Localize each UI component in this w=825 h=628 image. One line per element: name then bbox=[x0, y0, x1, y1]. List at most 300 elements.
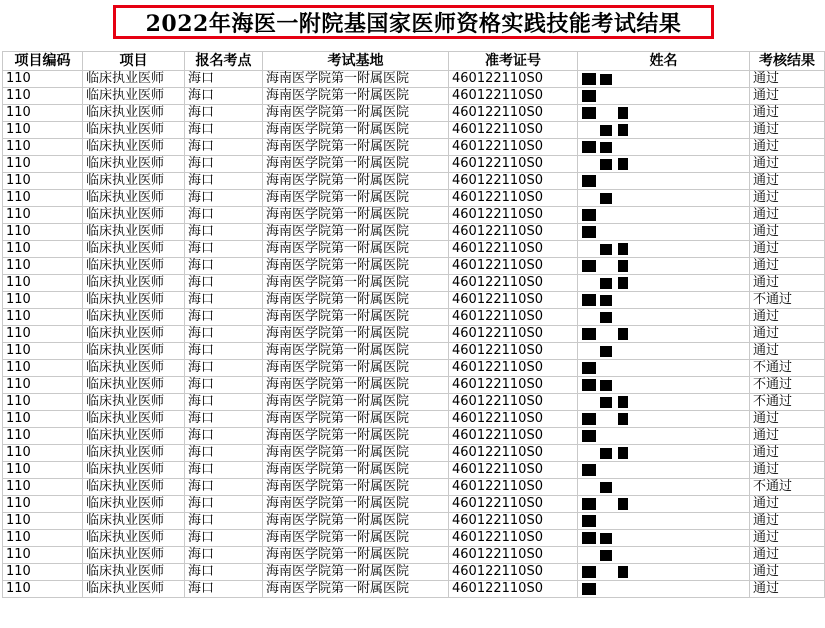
table-row bbox=[3, 156, 825, 173]
name-redaction-block bbox=[618, 243, 628, 255]
name-redaction-block bbox=[582, 107, 596, 119]
header-code: 项目编码 bbox=[3, 52, 83, 71]
cell-project: 临床执业医师 bbox=[83, 360, 185, 377]
table-row bbox=[3, 462, 825, 479]
cell-project: 临床执业医师 bbox=[83, 496, 185, 513]
name-redaction-block bbox=[582, 226, 596, 238]
cell-ticket: 460122110S0 bbox=[449, 343, 578, 360]
cell-project: 临床执业医师 bbox=[83, 547, 185, 564]
cell-base: 海南医学院第一附属医院 bbox=[263, 496, 449, 513]
cell-site: 海口 bbox=[185, 530, 263, 547]
cell-base: 海南医学院第一附属医院 bbox=[263, 88, 449, 105]
cell-code: 110 bbox=[3, 309, 83, 326]
table-row bbox=[3, 275, 825, 292]
name-redaction-block bbox=[618, 260, 628, 272]
cell-base: 海南医学院第一附属医院 bbox=[263, 513, 449, 530]
cell-code: 110 bbox=[3, 71, 83, 88]
ticket-redaction bbox=[563, 88, 577, 104]
cell-project: 临床执业医师 bbox=[83, 309, 185, 326]
cell-name bbox=[578, 258, 750, 275]
cell-project: 临床执业医师 bbox=[83, 462, 185, 479]
name-redaction-block bbox=[618, 566, 628, 578]
name-redaction-block bbox=[600, 312, 612, 323]
table-row bbox=[3, 547, 825, 564]
cell-name bbox=[578, 428, 750, 445]
cell-project: 临床执业医师 bbox=[83, 207, 185, 224]
cell-project: 临床执业医师 bbox=[83, 190, 185, 207]
cell-ticket: 460122110S0 bbox=[449, 258, 578, 275]
cell-result: 通过 bbox=[750, 105, 825, 122]
cell-result: 通过 bbox=[750, 496, 825, 513]
cell-base: 海南医学院第一附属医院 bbox=[263, 292, 449, 309]
cell-base: 海南医学院第一附属医院 bbox=[263, 105, 449, 122]
name-redaction-block bbox=[582, 583, 596, 595]
table-row bbox=[3, 105, 825, 122]
table-row bbox=[3, 394, 825, 411]
cell-ticket: 460122110S0 bbox=[449, 360, 578, 377]
cell-name bbox=[578, 88, 750, 105]
cell-site: 海口 bbox=[185, 88, 263, 105]
cell-project: 临床执业医师 bbox=[83, 71, 185, 88]
cell-base: 海南医学院第一附属医院 bbox=[263, 326, 449, 343]
cell-code: 110 bbox=[3, 394, 83, 411]
name-redaction-block bbox=[582, 464, 596, 476]
cell-ticket: 460122110S0 bbox=[449, 564, 578, 581]
cell-site: 海口 bbox=[185, 224, 263, 241]
name-redaction-block bbox=[582, 141, 596, 153]
ticket-redaction bbox=[563, 360, 577, 376]
cell-site: 海口 bbox=[185, 173, 263, 190]
results-table bbox=[2, 51, 825, 598]
ticket-redaction bbox=[563, 224, 577, 240]
cell-project: 临床执业医师 bbox=[83, 122, 185, 139]
cell-code: 110 bbox=[3, 547, 83, 564]
cell-ticket: 460122110S0 bbox=[449, 530, 578, 547]
cell-site: 海口 bbox=[185, 275, 263, 292]
cell-base: 海南医学院第一附属医院 bbox=[263, 445, 449, 462]
cell-ticket: 460122110S0 bbox=[449, 309, 578, 326]
cell-name bbox=[578, 71, 750, 88]
cell-base: 海南医学院第一附属医院 bbox=[263, 530, 449, 547]
cell-name bbox=[578, 530, 750, 547]
ticket-redaction bbox=[563, 122, 577, 138]
table-body bbox=[3, 71, 825, 598]
cell-code: 110 bbox=[3, 428, 83, 445]
ticket-redaction bbox=[563, 156, 577, 172]
name-redaction-block bbox=[600, 159, 612, 170]
name-redaction-block bbox=[582, 515, 596, 527]
cell-site: 海口 bbox=[185, 343, 263, 360]
table-row bbox=[3, 377, 825, 394]
cell-name bbox=[578, 343, 750, 360]
name-redaction-block bbox=[618, 328, 628, 340]
ticket-redaction bbox=[563, 581, 577, 597]
table-row bbox=[3, 207, 825, 224]
cell-site: 海口 bbox=[185, 428, 263, 445]
name-redaction-block bbox=[618, 447, 628, 459]
cell-base: 海南医学院第一附属医院 bbox=[263, 309, 449, 326]
header-site: 报名考点 bbox=[185, 52, 263, 71]
cell-site: 海口 bbox=[185, 71, 263, 88]
title-band bbox=[0, 0, 825, 47]
cell-project: 临床执业医师 bbox=[83, 479, 185, 496]
cell-base: 海南医学院第一附属医院 bbox=[263, 258, 449, 275]
name-redaction-block bbox=[600, 380, 612, 391]
cell-site: 海口 bbox=[185, 411, 263, 428]
cell-name bbox=[578, 139, 750, 156]
cell-name bbox=[578, 173, 750, 190]
header-result: 考核结果 bbox=[750, 52, 825, 71]
cell-project: 临床执业医师 bbox=[83, 530, 185, 547]
cell-project: 临床执业医师 bbox=[83, 258, 185, 275]
cell-base: 海南医学院第一附属医院 bbox=[263, 377, 449, 394]
cell-project: 临床执业医师 bbox=[83, 241, 185, 258]
name-redaction-block bbox=[600, 533, 612, 544]
cell-base: 海南医学院第一附属医院 bbox=[263, 190, 449, 207]
cell-result: 通过 bbox=[750, 71, 825, 88]
cell-site: 海口 bbox=[185, 309, 263, 326]
cell-code: 110 bbox=[3, 292, 83, 309]
header-row bbox=[3, 52, 825, 71]
ticket-redaction bbox=[563, 564, 577, 580]
ticket-redaction bbox=[563, 445, 577, 461]
cell-base: 海南医学院第一附属医院 bbox=[263, 139, 449, 156]
name-redaction-block bbox=[582, 90, 596, 102]
cell-ticket: 460122110S0 bbox=[449, 394, 578, 411]
cell-project: 临床执业医师 bbox=[83, 173, 185, 190]
cell-base: 海南医学院第一附属医院 bbox=[263, 71, 449, 88]
cell-ticket: 460122110S0 bbox=[449, 122, 578, 139]
cell-code: 110 bbox=[3, 122, 83, 139]
name-redaction-block bbox=[600, 278, 612, 289]
cell-result: 通过 bbox=[750, 530, 825, 547]
cell-site: 海口 bbox=[185, 547, 263, 564]
cell-ticket: 460122110S0 bbox=[449, 105, 578, 122]
cell-base: 海南医学院第一附属医院 bbox=[263, 207, 449, 224]
cell-result: 不通过 bbox=[750, 479, 825, 496]
cell-result: 不通过 bbox=[750, 394, 825, 411]
name-redaction-block bbox=[582, 175, 596, 187]
ticket-redaction bbox=[563, 343, 577, 359]
ticket-redaction bbox=[563, 394, 577, 410]
ticket-redaction bbox=[563, 411, 577, 427]
cell-result: 通过 bbox=[750, 258, 825, 275]
cell-site: 海口 bbox=[185, 139, 263, 156]
ticket-redaction bbox=[563, 326, 577, 342]
name-redaction-block bbox=[582, 294, 596, 306]
ticket-redaction bbox=[563, 258, 577, 274]
ticket-redaction bbox=[563, 513, 577, 529]
table-row bbox=[3, 343, 825, 360]
cell-site: 海口 bbox=[185, 513, 263, 530]
cell-code: 110 bbox=[3, 241, 83, 258]
ticket-redaction bbox=[563, 479, 577, 495]
name-redaction-block bbox=[618, 396, 628, 408]
cell-name bbox=[578, 207, 750, 224]
ticket-redaction bbox=[563, 105, 577, 121]
name-redaction-block bbox=[582, 209, 596, 221]
cell-ticket: 460122110S0 bbox=[449, 411, 578, 428]
cell-result: 通过 bbox=[750, 139, 825, 156]
table-row bbox=[3, 309, 825, 326]
cell-name bbox=[578, 479, 750, 496]
name-redaction-block bbox=[618, 124, 628, 136]
cell-base: 海南医学院第一附属医院 bbox=[263, 411, 449, 428]
cell-name bbox=[578, 156, 750, 173]
table-row bbox=[3, 258, 825, 275]
cell-result: 通过 bbox=[750, 122, 825, 139]
cell-site: 海口 bbox=[185, 360, 263, 377]
cell-project: 临床执业医师 bbox=[83, 581, 185, 598]
cell-ticket: 460122110S0 bbox=[449, 445, 578, 462]
name-redaction-block bbox=[582, 498, 596, 510]
name-redaction-block bbox=[600, 482, 612, 493]
cell-name bbox=[578, 241, 750, 258]
cell-name bbox=[578, 581, 750, 598]
cell-ticket: 460122110S0 bbox=[449, 496, 578, 513]
cell-base: 海南医学院第一附属医院 bbox=[263, 428, 449, 445]
ticket-redaction bbox=[563, 462, 577, 478]
table-row bbox=[3, 581, 825, 598]
cell-result: 通过 bbox=[750, 581, 825, 598]
cell-name bbox=[578, 122, 750, 139]
name-redaction-block bbox=[600, 244, 612, 255]
cell-project: 临床执业医师 bbox=[83, 88, 185, 105]
cell-result: 不通过 bbox=[750, 292, 825, 309]
cell-code: 110 bbox=[3, 343, 83, 360]
name-redaction-block bbox=[618, 158, 628, 170]
cell-base: 海南医学院第一附属医院 bbox=[263, 224, 449, 241]
name-redaction-block bbox=[600, 397, 612, 408]
table-row bbox=[3, 411, 825, 428]
cell-site: 海口 bbox=[185, 190, 263, 207]
cell-site: 海口 bbox=[185, 462, 263, 479]
cell-result: 通过 bbox=[750, 275, 825, 292]
cell-code: 110 bbox=[3, 377, 83, 394]
cell-base: 海南医学院第一附属医院 bbox=[263, 479, 449, 496]
cell-site: 海口 bbox=[185, 207, 263, 224]
ticket-redaction bbox=[563, 241, 577, 257]
cell-site: 海口 bbox=[185, 258, 263, 275]
name-redaction-block bbox=[618, 277, 628, 289]
cell-ticket: 460122110S0 bbox=[449, 292, 578, 309]
cell-site: 海口 bbox=[185, 292, 263, 309]
cell-site: 海口 bbox=[185, 445, 263, 462]
cell-project: 临床执业医师 bbox=[83, 377, 185, 394]
table-row bbox=[3, 173, 825, 190]
cell-code: 110 bbox=[3, 411, 83, 428]
cell-result: 通过 bbox=[750, 326, 825, 343]
cell-site: 海口 bbox=[185, 496, 263, 513]
cell-result: 通过 bbox=[750, 309, 825, 326]
cell-ticket: 460122110S0 bbox=[449, 88, 578, 105]
table-row bbox=[3, 71, 825, 88]
cell-code: 110 bbox=[3, 445, 83, 462]
table-row bbox=[3, 564, 825, 581]
cell-name bbox=[578, 564, 750, 581]
cell-ticket: 460122110S0 bbox=[449, 462, 578, 479]
cell-code: 110 bbox=[3, 156, 83, 173]
cell-site: 海口 bbox=[185, 122, 263, 139]
cell-base: 海南医学院第一附属医院 bbox=[263, 360, 449, 377]
cell-ticket: 460122110S0 bbox=[449, 428, 578, 445]
table-row bbox=[3, 530, 825, 547]
ticket-redaction bbox=[563, 139, 577, 155]
cell-project: 临床执业医师 bbox=[83, 428, 185, 445]
cell-result: 通过 bbox=[750, 224, 825, 241]
name-redaction-block bbox=[582, 566, 596, 578]
cell-ticket: 460122110S0 bbox=[449, 139, 578, 156]
cell-site: 海口 bbox=[185, 326, 263, 343]
cell-site: 海口 bbox=[185, 241, 263, 258]
table-row bbox=[3, 513, 825, 530]
table-row bbox=[3, 326, 825, 343]
cell-ticket: 460122110S0 bbox=[449, 377, 578, 394]
table-row bbox=[3, 122, 825, 139]
name-redaction-block bbox=[600, 346, 612, 357]
cell-project: 临床执业医师 bbox=[83, 445, 185, 462]
table-row bbox=[3, 496, 825, 513]
cell-name bbox=[578, 275, 750, 292]
cell-code: 110 bbox=[3, 275, 83, 292]
name-redaction-block bbox=[582, 430, 596, 442]
table-row bbox=[3, 224, 825, 241]
ticket-redaction bbox=[563, 292, 577, 308]
name-redaction-block bbox=[600, 193, 612, 204]
ticket-redaction bbox=[563, 309, 577, 325]
cell-base: 海南医学院第一附属医院 bbox=[263, 547, 449, 564]
cell-ticket: 460122110S0 bbox=[449, 190, 578, 207]
cell-site: 海口 bbox=[185, 394, 263, 411]
name-redaction-block bbox=[582, 413, 596, 425]
cell-code: 110 bbox=[3, 139, 83, 156]
cell-result: 通过 bbox=[750, 190, 825, 207]
cell-site: 海口 bbox=[185, 156, 263, 173]
cell-project: 临床执业医师 bbox=[83, 394, 185, 411]
name-redaction-block bbox=[600, 295, 612, 306]
cell-name bbox=[578, 360, 750, 377]
cell-base: 海南医学院第一附属医院 bbox=[263, 275, 449, 292]
name-redaction-block bbox=[618, 413, 628, 425]
table-row bbox=[3, 292, 825, 309]
cell-code: 110 bbox=[3, 258, 83, 275]
ticket-redaction bbox=[563, 207, 577, 223]
cell-base: 海南医学院第一附属医院 bbox=[263, 156, 449, 173]
cell-site: 海口 bbox=[185, 105, 263, 122]
cell-project: 临床执业医师 bbox=[83, 156, 185, 173]
cell-base: 海南医学院第一附属医院 bbox=[263, 462, 449, 479]
cell-ticket: 460122110S0 bbox=[449, 173, 578, 190]
header-project: 项目 bbox=[83, 52, 185, 71]
cell-name bbox=[578, 445, 750, 462]
cell-code: 110 bbox=[3, 564, 83, 581]
cell-name bbox=[578, 105, 750, 122]
cell-site: 海口 bbox=[185, 581, 263, 598]
cell-project: 临床执业医师 bbox=[83, 564, 185, 581]
cell-name bbox=[578, 309, 750, 326]
cell-name bbox=[578, 224, 750, 241]
cell-code: 110 bbox=[3, 207, 83, 224]
cell-name bbox=[578, 411, 750, 428]
name-redaction-block bbox=[582, 532, 596, 544]
cell-result: 通过 bbox=[750, 241, 825, 258]
page-title: 2022年海医一附院基国家医师资格实践技能考试结果 bbox=[113, 5, 714, 39]
cell-result: 通过 bbox=[750, 207, 825, 224]
header-ticket: 准考证号 bbox=[449, 52, 578, 71]
table-row bbox=[3, 241, 825, 258]
name-redaction-block bbox=[618, 107, 628, 119]
cell-result: 不通过 bbox=[750, 360, 825, 377]
header-name: 姓名 bbox=[578, 52, 750, 71]
cell-ticket: 460122110S0 bbox=[449, 326, 578, 343]
table-row bbox=[3, 190, 825, 207]
name-redaction-block bbox=[600, 125, 612, 136]
table-row bbox=[3, 360, 825, 377]
header-base: 考试基地 bbox=[263, 52, 449, 71]
table-row bbox=[3, 479, 825, 496]
cell-base: 海南医学院第一附属医院 bbox=[263, 581, 449, 598]
ticket-redaction bbox=[563, 530, 577, 546]
cell-site: 海口 bbox=[185, 564, 263, 581]
cell-name bbox=[578, 377, 750, 394]
cell-result: 通过 bbox=[750, 173, 825, 190]
name-redaction-block bbox=[600, 142, 612, 153]
name-redaction-block bbox=[600, 550, 612, 561]
table-row bbox=[3, 445, 825, 462]
cell-project: 临床执业医师 bbox=[83, 411, 185, 428]
cell-code: 110 bbox=[3, 88, 83, 105]
cell-base: 海南医学院第一附属医院 bbox=[263, 173, 449, 190]
cell-project: 临床执业医师 bbox=[83, 275, 185, 292]
ticket-redaction bbox=[563, 173, 577, 189]
cell-result: 通过 bbox=[750, 88, 825, 105]
cell-name bbox=[578, 513, 750, 530]
cell-code: 110 bbox=[3, 173, 83, 190]
cell-name bbox=[578, 394, 750, 411]
cell-ticket: 460122110S0 bbox=[449, 207, 578, 224]
cell-code: 110 bbox=[3, 360, 83, 377]
cell-name bbox=[578, 326, 750, 343]
cell-name bbox=[578, 496, 750, 513]
cell-project: 临床执业医师 bbox=[83, 139, 185, 156]
cell-code: 110 bbox=[3, 105, 83, 122]
ticket-redaction bbox=[563, 547, 577, 563]
cell-result: 通过 bbox=[750, 547, 825, 564]
cell-project: 临床执业医师 bbox=[83, 513, 185, 530]
cell-base: 海南医学院第一附属医院 bbox=[263, 241, 449, 258]
cell-result: 通过 bbox=[750, 156, 825, 173]
cell-code: 110 bbox=[3, 530, 83, 547]
cell-code: 110 bbox=[3, 326, 83, 343]
cell-result: 通过 bbox=[750, 462, 825, 479]
cell-result: 通过 bbox=[750, 343, 825, 360]
ticket-redaction bbox=[563, 428, 577, 444]
name-redaction-block bbox=[600, 74, 612, 85]
name-redaction-block bbox=[582, 362, 596, 374]
cell-project: 临床执业医师 bbox=[83, 343, 185, 360]
cell-ticket: 460122110S0 bbox=[449, 275, 578, 292]
cell-name bbox=[578, 292, 750, 309]
cell-code: 110 bbox=[3, 462, 83, 479]
cell-site: 海口 bbox=[185, 377, 263, 394]
cell-code: 110 bbox=[3, 496, 83, 513]
cell-ticket: 460122110S0 bbox=[449, 71, 578, 88]
cell-ticket: 460122110S0 bbox=[449, 581, 578, 598]
ticket-redaction bbox=[563, 71, 577, 87]
cell-code: 110 bbox=[3, 190, 83, 207]
cell-code: 110 bbox=[3, 581, 83, 598]
cell-code: 110 bbox=[3, 479, 83, 496]
